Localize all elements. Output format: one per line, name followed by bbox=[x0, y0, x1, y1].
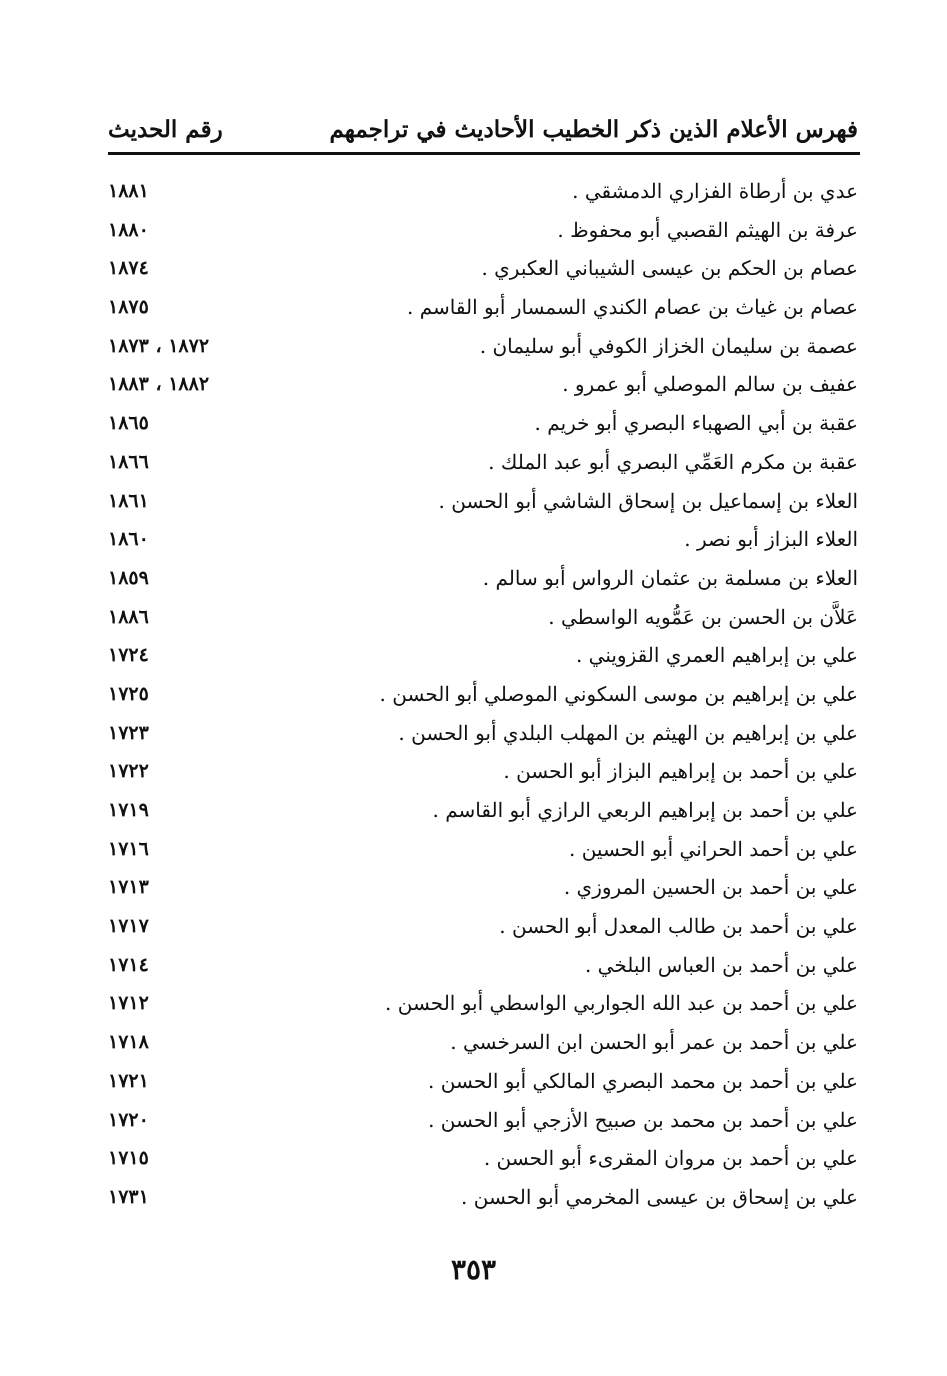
index-entries bbox=[108, 176, 858, 1221]
narrator-name: عقبة بن مكرم العَمِّي البصري أبو عبد الملك . bbox=[488, 449, 858, 474]
hadith-number: ١٧١٩ bbox=[108, 799, 149, 821]
hadith-number: ١٧١٢ bbox=[108, 992, 149, 1015]
narrator-name: العلاء البزاز أبو نصر . bbox=[684, 527, 858, 552]
hadith-number-column-label: رقم الحديث bbox=[108, 116, 223, 143]
index-entry bbox=[108, 602, 858, 641]
narrator-name: عصام بن غياث بن عصام الكندي السمسار أبو القاسم . bbox=[407, 295, 858, 320]
narrator-name: علي بن أحمد بن محمد بن صبيح الأزجي أبو الحسن . bbox=[428, 1107, 858, 1132]
hadith-number: ١٨٦٥ bbox=[108, 412, 149, 435]
hadith-number: ١٧٢٤ bbox=[108, 644, 149, 667]
hadith-number: ١٨٥٩ bbox=[108, 566, 149, 589]
hadith-number: ١٧١٨ bbox=[108, 1031, 149, 1054]
index-entry bbox=[108, 1182, 858, 1221]
hadith-number: ١٨٨٠ bbox=[108, 218, 149, 241]
hadith-number: ١٧١٦ bbox=[108, 837, 149, 860]
hadith-number: ١٨٧٢ ، ١٨٧٣ bbox=[108, 334, 210, 357]
hadith-number: ١٨٨٦ bbox=[108, 605, 149, 628]
index-entry bbox=[108, 486, 858, 525]
hadith-number: ١٧٢١ bbox=[108, 1069, 149, 1092]
index-entry bbox=[108, 950, 858, 989]
index-entry bbox=[108, 834, 858, 873]
narrator-name: علي بن أحمد بن مروان المقرىء أبو الحسن . bbox=[483, 1146, 858, 1171]
index-entry bbox=[108, 447, 858, 486]
header-rule bbox=[108, 152, 860, 155]
narrator-name: علي بن أحمد بن إبراهيم الربعي الرازي أبو القاسم . bbox=[432, 798, 858, 822]
narrator-name: العلاء بن إسماعيل بن إسحاق الشاشي أبو الحسن . bbox=[438, 488, 858, 513]
index-entry bbox=[108, 911, 858, 950]
index-entry bbox=[108, 176, 858, 215]
narrator-name: عفيف بن سالم الموصلي أبو عمرو . bbox=[562, 372, 858, 397]
index-entry bbox=[108, 679, 858, 718]
narrator-name: علي بن إبراهيم العمري القزويني . bbox=[575, 643, 858, 668]
index-title: فهرس الأعلام الذين ذكر الخطيب الأحاديث في تراجمهم bbox=[329, 116, 858, 143]
hadith-number: ١٨٨٢ ، ١٨٨٣ bbox=[108, 373, 210, 396]
index-entry bbox=[108, 1027, 858, 1066]
hadith-number: ١٧١٧ bbox=[108, 915, 149, 938]
hadith-number: ١٧١٤ bbox=[108, 953, 149, 976]
hadith-number: ١٨٧٤ bbox=[108, 257, 149, 280]
index-entry bbox=[108, 988, 858, 1027]
hadith-number: ١٨٦١ bbox=[108, 489, 149, 512]
page-number: ٣٥٣ bbox=[450, 1253, 497, 1286]
hadith-number: ١٨٦٠ bbox=[108, 528, 149, 551]
hadith-number: ١٧٢٠ bbox=[108, 1108, 149, 1131]
narrator-name: علي بن إبراهيم بن موسى السكوني الموصلي أبو الحسن . bbox=[379, 681, 858, 706]
index-entry bbox=[108, 563, 858, 602]
narrator-name: علي بن إسحاق بن عيسى المخرمي أبو الحسن . bbox=[461, 1184, 858, 1209]
index-entry bbox=[108, 292, 858, 331]
index-entry bbox=[108, 1143, 858, 1182]
narrator-name: علي بن أحمد بن عمر أبو الحسن ابن السرخسي . bbox=[450, 1030, 858, 1055]
index-entry bbox=[108, 253, 858, 292]
narrator-name: عصمة بن سليمان الخزاز الكوفي أبو سليمان . bbox=[479, 333, 858, 358]
index-entry bbox=[108, 215, 858, 254]
hadith-number: ١٧٢٢ bbox=[108, 760, 149, 783]
narrator-name: علي بن أحمد بن محمد البصري المالكي أبو الحسن . bbox=[428, 1068, 858, 1093]
hadith-number: ١٧٣١ bbox=[108, 1185, 149, 1208]
narrator-name: عصام بن الحكم بن عيسى الشيباني العكبري . bbox=[481, 256, 858, 281]
hadith-number: ١٧٢٣ bbox=[108, 721, 149, 744]
hadith-number: ١٨٧٥ bbox=[108, 296, 149, 319]
narrator-name: عرفة بن الهيثم القصبي أبو محفوظ . bbox=[557, 217, 858, 242]
index-entry bbox=[108, 408, 858, 447]
index-entry bbox=[108, 524, 858, 563]
hadith-number: ١٧١٣ bbox=[108, 876, 149, 899]
hadith-number: ١٨٦٦ bbox=[108, 450, 149, 473]
index-entry bbox=[108, 640, 858, 679]
narrator-name: عدي بن أرطاة الفزاري الدمشقي . bbox=[572, 179, 858, 203]
index-entry bbox=[108, 331, 858, 370]
page-header bbox=[108, 112, 858, 152]
narrator-name: عقبة بن أبي الصهباء البصري أبو خريم . bbox=[534, 411, 858, 436]
index-entry bbox=[108, 872, 858, 911]
index-entry bbox=[108, 718, 858, 757]
index-entry bbox=[108, 1066, 858, 1105]
narrator-name: علي بن إبراهيم بن الهيثم بن المهلب البلدي أبو الحسن . bbox=[398, 720, 858, 745]
narrator-name: علي بن أحمد بن الحسين المروزي . bbox=[563, 875, 858, 900]
narrator-name: عَلاَّن بن الحسن بن عَمُّويه الواسطي . bbox=[548, 604, 858, 629]
index-entry bbox=[108, 1105, 858, 1144]
hadith-number: ١٨٨١ bbox=[108, 180, 149, 202]
index-entry bbox=[108, 369, 858, 408]
index-entry bbox=[108, 795, 858, 834]
narrator-name: العلاء بن مسلمة بن عثمان الرواس أبو سالم . bbox=[482, 565, 858, 590]
hadith-number: ١٧٢٥ bbox=[108, 682, 149, 705]
narrator-name: علي بن أحمد الحراني أبو الحسين . bbox=[568, 836, 858, 861]
narrator-name: علي بن أحمد بن عبد الله الجواربي الواسطي أبو الحسن . bbox=[385, 991, 858, 1016]
narrator-name: علي بن أحمد بن العباس البلخي . bbox=[584, 952, 858, 977]
hadith-number: ١٧١٥ bbox=[108, 1147, 149, 1170]
index-entry bbox=[108, 756, 858, 795]
narrator-name: علي بن أحمد بن إبراهيم البزاز أبو الحسن . bbox=[503, 759, 858, 784]
narrator-name: علي بن أحمد بن طالب المعدل أبو الحسن . bbox=[499, 914, 858, 939]
